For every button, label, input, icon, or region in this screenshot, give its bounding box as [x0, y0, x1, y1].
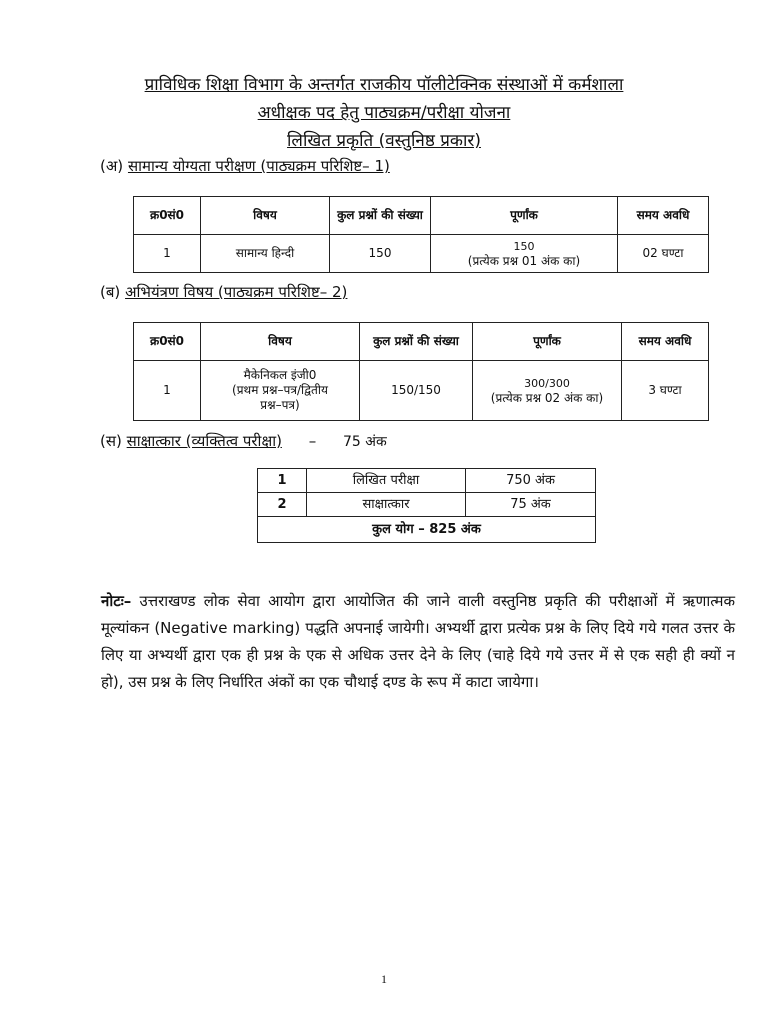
note-paragraph — [101, 588, 735, 696]
summary-table — [257, 468, 596, 543]
header-time: समय अवधि — [622, 323, 709, 361]
section-b-table — [133, 322, 709, 421]
section-c-text: साक्षात्कार (व्यक्तित्व परीक्षा) — [126, 432, 282, 450]
table-row — [134, 361, 709, 421]
section-c-label: (स) — [100, 432, 122, 450]
cell-sno: 1 — [134, 235, 201, 273]
cell-questions: 150 — [330, 235, 431, 273]
page-number: 1 — [381, 972, 387, 986]
section-a-heading — [100, 156, 390, 176]
header-sno: क्र0सं0 — [134, 197, 201, 235]
title-line-2: अधीक्षक पद हेतु पाठ्यक्रम/परीक्षा योजना — [257, 103, 511, 123]
table-header-row — [134, 323, 709, 361]
table-row — [258, 469, 596, 493]
cell-subject: सामान्य हिन्दी — [201, 235, 330, 273]
header-marks: पूर्णांक — [431, 197, 618, 235]
header-marks: पूर्णांक — [473, 323, 622, 361]
table-row — [134, 235, 709, 273]
cell-name: साक्षात्कार — [307, 493, 466, 517]
note-text: उत्तराखण्ड लोक सेवा आयोग द्वारा आयोजित की जाने वाली वस्तुनिष्ठ प्रकृति की परीक्षाओं में ऋणात्मक मूल्यांकन (Negative marking) पद्धति अपनाई जायेगी। अभ्यर्थी द्वारा प्रत्येक प्रश्न के लिए दिये गये गलत उत्तर के लिए या अभ्यर्थी द्वारा एक ही प्रश्न के एक से अधिक उत्तर देने के लिए (चाहे दिये गये उत्तर में से एक सही ही क्यों न हो), उस प्रश्न के लिए निर्धारित अंकों का एक चौथाई दण्ड के रूप में काटा जायेगा। — [101, 592, 735, 691]
cell-sno: 1 — [258, 469, 307, 493]
marks-value: 300/300 — [524, 376, 570, 390]
cell-questions: 150/150 — [360, 361, 473, 421]
cell-marks: 75 अंक — [466, 493, 596, 517]
header-subject: विषय — [201, 323, 360, 361]
table-row — [258, 493, 596, 517]
cell-subject — [201, 361, 360, 421]
cell-marks — [473, 361, 622, 421]
header-subject: विषय — [201, 197, 330, 235]
section-a-label: (अ) — [100, 157, 124, 175]
table-header-row — [134, 197, 709, 235]
subject-line-3: प्रश्न–पत्र) — [260, 398, 300, 412]
section-a-text: सामान्य योग्यता परीक्षण (पाठ्यक्रम परिशिष्ट– 1) — [127, 157, 390, 175]
total-row — [258, 517, 596, 543]
header-time: समय अवधि — [618, 197, 709, 235]
cell-marks: 750 अंक — [466, 469, 596, 493]
subject-line-2: (प्रथम प्रश्न–पत्र/द्वितीय — [232, 383, 328, 397]
section-b-text: अभियंत्रण विषय (पाठ्यक्रम परिशिष्ट– 2) — [125, 283, 348, 301]
marks-value: 150 — [513, 239, 535, 253]
cell-sno: 1 — [134, 361, 201, 421]
subject-line-1: मैकेनिकल इंजी0 — [243, 368, 317, 382]
marks-note: (प्रत्येक प्रश्न 02 अंक का) — [490, 390, 604, 405]
header-questions: कुल प्रश्नों की संख्या — [330, 197, 431, 235]
cell-marks — [431, 235, 618, 273]
section-c-marks: 75 अंक — [343, 434, 387, 450]
section-b-label: (ब) — [100, 283, 121, 301]
cell-time: 02 घण्टा — [618, 235, 709, 273]
header-sno: क्र0सं0 — [134, 323, 201, 361]
section-c-heading — [100, 431, 387, 451]
section-a-table — [133, 196, 709, 273]
cell-sno: 2 — [258, 493, 307, 517]
note-lead: नोटः– — [101, 592, 132, 610]
header-questions: कुल प्रश्नों की संख्या — [360, 323, 473, 361]
title-line-1: प्राविधिक शिक्षा विभाग के अन्तर्गत राजकीय पॉलीटेक्निक संस्थाओं में कर्मशाला — [144, 75, 624, 95]
cell-time: 3 घण्टा — [622, 361, 709, 421]
total-cell: कुल योग – 825 अंक — [258, 517, 596, 543]
title-line-3: लिखित प्रकृति (वस्तुनिष्ठ प्रकार) — [287, 131, 481, 151]
section-b-heading — [100, 282, 347, 302]
section-c-dash: – — [308, 432, 317, 450]
cell-name: लिखित परीक्षा — [307, 469, 466, 493]
marks-note: (प्रत्येक प्रश्न 01 अंक का) — [467, 253, 581, 268]
